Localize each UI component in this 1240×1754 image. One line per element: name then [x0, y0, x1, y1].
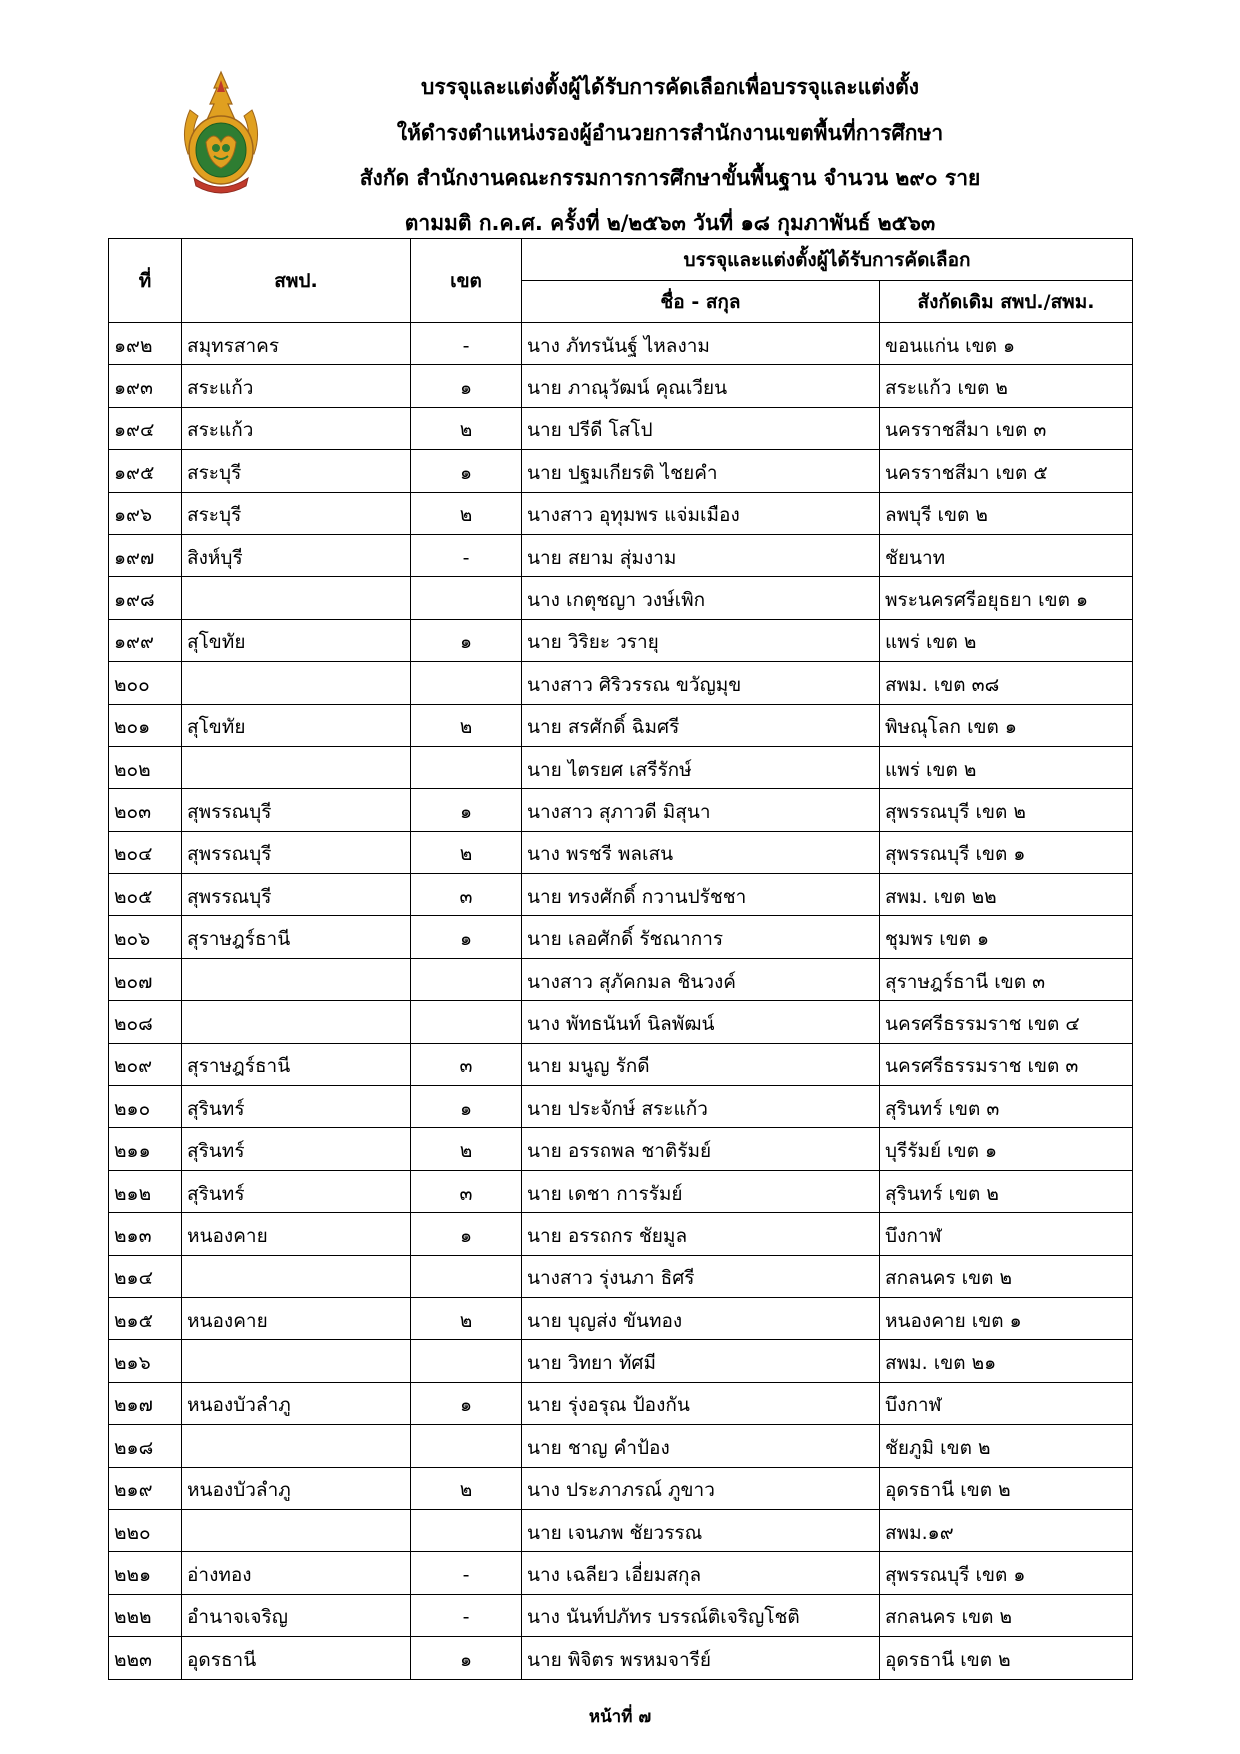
cell-no: ๒๐๔ — [109, 831, 182, 873]
cell-office: สระบุรี — [182, 492, 411, 534]
cell-origin: บึงกาฬ — [880, 1382, 1133, 1424]
table-row — [109, 874, 1133, 916]
cell-no: ๒๐๖ — [109, 916, 182, 958]
table-row — [109, 323, 1133, 365]
cell-zone: ๑ — [411, 789, 522, 831]
cell-zone: ๑ — [411, 1086, 522, 1128]
cell-origin: นครราชสีมา เขต ๕ — [880, 450, 1133, 492]
cell-name: นาย ทรงศักดิ์ กวานปรัชชา — [522, 874, 880, 916]
cell-no: ๒๑๐ — [109, 1086, 182, 1128]
cell-office — [182, 1001, 411, 1043]
cell-office: หนองบัวลำภู — [182, 1467, 411, 1509]
title-line-3: สังกัด สำนักงานคณะกรรมการการศึกษาขั้นพื้นฐาน จำนวน ๒๙๐ ราย — [359, 166, 981, 190]
cell-name: นาง ภัทรนันฐ์ ไหลงาม — [522, 323, 880, 365]
cell-name: นาย รุ่งอรุณ ป้องกัน — [522, 1382, 880, 1424]
cell-office — [182, 1255, 411, 1297]
cell-no: ๑๙๒ — [109, 323, 182, 365]
table-row — [109, 1467, 1133, 1509]
cell-no: ๒๐๒ — [109, 746, 182, 788]
cell-zone — [411, 662, 522, 704]
table-row — [109, 1297, 1133, 1339]
cell-office: หนองคาย — [182, 1297, 411, 1339]
cell-no: ๑๙๓ — [109, 365, 182, 407]
cell-name: นาง พัทธนันท์ นิลพัฒน์ — [522, 1001, 880, 1043]
page-number: หน้าที่ ๗ — [588, 1707, 652, 1727]
table-row — [109, 746, 1133, 788]
cell-no: ๒๐๑ — [109, 704, 182, 746]
cell-origin: พิษณุโลก เขต ๑ — [880, 704, 1133, 746]
cell-no: ๒๒๑ — [109, 1552, 182, 1594]
cell-zone: ๒ — [411, 831, 522, 873]
table-row — [109, 1255, 1133, 1297]
table-row — [109, 1340, 1133, 1382]
cell-office: หนองบัวลำภู — [182, 1382, 411, 1424]
table-row — [109, 1425, 1133, 1467]
cell-no: ๒๑๖ — [109, 1340, 182, 1382]
cell-office: สมุทรสาคร — [182, 323, 411, 365]
cell-origin: ลพบุรี เขต ๒ — [880, 492, 1133, 534]
cell-no: ๒๐๕ — [109, 874, 182, 916]
cell-office: สระแก้ว — [182, 365, 411, 407]
table-row — [109, 577, 1133, 619]
cell-office: สุราษฎร์ธานี — [182, 1043, 411, 1085]
cell-zone: ๒ — [411, 1297, 522, 1339]
cell-zone — [411, 746, 522, 788]
cell-name: นาย ไตรยศ เสรีรักษ์ — [522, 746, 880, 788]
cell-office: อ่างทอง — [182, 1552, 411, 1594]
cell-zone: - — [411, 534, 522, 576]
table-row — [109, 450, 1133, 492]
cell-no: ๒๒๒ — [109, 1594, 182, 1636]
cell-zone: ๒ — [411, 407, 522, 449]
cell-no: ๒๑๕ — [109, 1297, 182, 1339]
cell-zone: ๒ — [411, 1128, 522, 1170]
cell-office: สระบุรี — [182, 450, 411, 492]
title-line-4: ตามมติ ก.ค.ศ. ครั้งที่ ๒/๒๕๖๓ วันที่ ๑๘ กุมภาพันธ์ ๒๕๖๓ — [404, 211, 936, 235]
cell-name: นาง พรชรี พลเสน — [522, 831, 880, 873]
cell-name: นางสาว สุภัคกมล ชินวงค์ — [522, 958, 880, 1000]
cell-origin: หนองคาย เขต ๑ — [880, 1297, 1133, 1339]
cell-zone — [411, 1425, 522, 1467]
title-line-1: บรรจุและแต่งตั้งผู้ได้รับการคัดเลือกเพื่อบรรจุและแต่งตั้ง — [421, 75, 919, 99]
cell-origin: ชัยนาท — [880, 534, 1133, 576]
cell-office: สุโขทัย — [182, 704, 411, 746]
cell-zone — [411, 1001, 522, 1043]
cell-office — [182, 662, 411, 704]
table-row — [109, 1170, 1133, 1212]
cell-no: ๒๑๒ — [109, 1170, 182, 1212]
cell-origin: บุรีรัมย์ เขต ๑ — [880, 1128, 1133, 1170]
cell-office: อำนาจเจริญ — [182, 1594, 411, 1636]
table-body — [109, 323, 1133, 1680]
cell-office: สุพรรณบุรี — [182, 874, 411, 916]
cell-origin: สกลนคร เขต ๒ — [880, 1255, 1133, 1297]
cell-zone: ๒ — [411, 1467, 522, 1509]
cell-origin: สุรินทร์ เขต ๒ — [880, 1170, 1133, 1212]
cell-zone: ๓ — [411, 874, 522, 916]
cell-zone: ๑ — [411, 1382, 522, 1424]
cell-name: นาย อรรถพล ชาติรัมย์ — [522, 1128, 880, 1170]
cell-origin: สพม. เขต ๒๑ — [880, 1340, 1133, 1382]
cell-origin: นครศรีธรรมราช เขต ๔ — [880, 1001, 1133, 1043]
cell-zone: ๑ — [411, 619, 522, 661]
cell-office — [182, 958, 411, 1000]
cell-office: สุพรรณบุรี — [182, 831, 411, 873]
appointment-table — [108, 238, 1133, 1680]
table-row — [109, 1552, 1133, 1594]
cell-name: นาย วิริยะ วรายุ — [522, 619, 880, 661]
header-no: ที่ — [109, 239, 182, 323]
cell-no: ๑๙๘ — [109, 577, 182, 619]
cell-no: ๑๙๕ — [109, 450, 182, 492]
cell-name: นาง เฉลียว เอี่ยมสกุล — [522, 1552, 880, 1594]
cell-origin: ขอนแก่น เขต ๑ — [880, 323, 1133, 365]
cell-office: สุโขทัย — [182, 619, 411, 661]
cell-zone — [411, 958, 522, 1000]
table-row — [109, 1594, 1133, 1636]
cell-origin: สพม.๑๙ — [880, 1509, 1133, 1551]
cell-office — [182, 746, 411, 788]
cell-name: นาง เกตุชญา วงษ์เพิก — [522, 577, 880, 619]
cell-name: นาย ชาญ คำป้อง — [522, 1425, 880, 1467]
obec-emblem-icon — [176, 70, 266, 198]
cell-name: นางสาว อุทุมพร แจ่มเมือง — [522, 492, 880, 534]
cell-zone: ๑ — [411, 365, 522, 407]
cell-no: ๒๑๘ — [109, 1425, 182, 1467]
cell-zone — [411, 577, 522, 619]
header-office: สพป. — [182, 239, 411, 323]
cell-no: ๑๙๙ — [109, 619, 182, 661]
cell-origin: สพม. เขต ๓๘ — [880, 662, 1133, 704]
cell-zone: ๓ — [411, 1043, 522, 1085]
header-zone: เขต — [411, 239, 522, 323]
cell-no: ๑๙๔ — [109, 407, 182, 449]
cell-no: ๒๑๔ — [109, 1255, 182, 1297]
cell-zone — [411, 1509, 522, 1551]
cell-origin: สุพรรณบุรี เขต ๑ — [880, 831, 1133, 873]
cell-office — [182, 577, 411, 619]
cell-name: นาย มนูญ รักดี — [522, 1043, 880, 1085]
cell-no: ๒๑๑ — [109, 1128, 182, 1170]
header-origin: สังกัดเดิม สพป./สพม. — [880, 281, 1133, 323]
cell-name: นาย เลอศักดิ์ รัชณาการ — [522, 916, 880, 958]
cell-zone: ๑ — [411, 1213, 522, 1255]
table-row — [109, 492, 1133, 534]
cell-office: สุราษฎร์ธานี — [182, 916, 411, 958]
cell-name: นางสาว ศิริวรรณ ขวัญมุข — [522, 662, 880, 704]
cell-office: สุรินทร์ — [182, 1170, 411, 1212]
cell-office: หนองคาย — [182, 1213, 411, 1255]
cell-name: นางสาว สุภาวดี มิสุนา — [522, 789, 880, 831]
table-row — [109, 789, 1133, 831]
cell-origin: สุพรรณบุรี เขต ๑ — [880, 1552, 1133, 1594]
cell-no: ๒๐๐ — [109, 662, 182, 704]
cell-no: ๒๑๙ — [109, 1467, 182, 1509]
table-row — [109, 1382, 1133, 1424]
cell-zone — [411, 1340, 522, 1382]
cell-zone — [411, 1255, 522, 1297]
header-name: ชื่อ - สกุล — [522, 281, 880, 323]
cell-name: นาย บุญส่ง ขันทอง — [522, 1297, 880, 1339]
cell-office: สุรินทร์ — [182, 1128, 411, 1170]
cell-office — [182, 1509, 411, 1551]
cell-no: ๒๑๗ — [109, 1382, 182, 1424]
cell-office — [182, 1340, 411, 1382]
cell-origin: แพร่ เขต ๒ — [880, 619, 1133, 661]
cell-origin: สุพรรณบุรี เขต ๒ — [880, 789, 1133, 831]
table-row — [109, 407, 1133, 449]
cell-origin: สกลนคร เขต ๒ — [880, 1594, 1133, 1636]
cell-office: สุพรรณบุรี — [182, 789, 411, 831]
cell-no: ๒๐๙ — [109, 1043, 182, 1085]
cell-no: ๒๑๓ — [109, 1213, 182, 1255]
cell-origin: นครราชสีมา เขต ๓ — [880, 407, 1133, 449]
table-row — [109, 1128, 1133, 1170]
cell-no: ๒๐๘ — [109, 1001, 182, 1043]
cell-zone: ๒ — [411, 704, 522, 746]
cell-name: นาย พิจิตร พรหมจารีย์ — [522, 1637, 880, 1679]
table-row — [109, 1001, 1133, 1043]
cell-origin: แพร่ เขต ๒ — [880, 746, 1133, 788]
cell-origin: บึงกาฬ — [880, 1213, 1133, 1255]
table-row — [109, 1043, 1133, 1085]
table-row — [109, 534, 1133, 576]
cell-origin: สพม. เขต ๒๒ — [880, 874, 1133, 916]
cell-zone: ๑ — [411, 450, 522, 492]
cell-name: นาย วิทยา ทัศมี — [522, 1340, 880, 1382]
table-row — [109, 619, 1133, 661]
cell-office: สิงห์บุรี — [182, 534, 411, 576]
cell-name: นาง นันท์ปภัทร บรรณ์ติเจริญโชติ — [522, 1594, 880, 1636]
table-row — [109, 1509, 1133, 1551]
cell-name: นาย ภาณุวัฒน์ คุณเวียน — [522, 365, 880, 407]
title-line-2: ให้ดำรงตำแหน่งรองผู้อำนวยการสำนักงานเขตพื้นที่การศึกษา — [396, 121, 944, 145]
cell-origin: อุดรธานี เขต ๒ — [880, 1467, 1133, 1509]
cell-zone: ๑ — [411, 916, 522, 958]
cell-origin: ชุมพร เขต ๑ — [880, 916, 1133, 958]
cell-no: ๒๒๐ — [109, 1509, 182, 1551]
cell-zone: - — [411, 1594, 522, 1636]
cell-origin: นครศรีธรรมราช เขต ๓ — [880, 1043, 1133, 1085]
cell-zone: ๒ — [411, 492, 522, 534]
cell-no: ๒๐๗ — [109, 958, 182, 1000]
table-row — [109, 1086, 1133, 1128]
cell-name: นาย อรรถกร ชัยมูล — [522, 1213, 880, 1255]
cell-no: ๑๙๗ — [109, 534, 182, 576]
cell-origin: อุดรธานี เขต ๒ — [880, 1637, 1133, 1679]
cell-name: นาย สยาม สุ่มงาม — [522, 534, 880, 576]
cell-office: สุรินทร์ — [182, 1086, 411, 1128]
cell-origin: สุราษฎร์ธานี เขต ๓ — [880, 958, 1133, 1000]
cell-no: ๒๐๓ — [109, 789, 182, 831]
cell-no: ๒๒๓ — [109, 1637, 182, 1679]
cell-zone: ๑ — [411, 1637, 522, 1679]
cell-origin: สุรินทร์ เขต ๓ — [880, 1086, 1133, 1128]
cell-origin: สระแก้ว เขต ๒ — [880, 365, 1133, 407]
cell-name: นาย เจนภพ ชัยวรรณ — [522, 1509, 880, 1551]
cell-name: นาย ปรีดี โสโป — [522, 407, 880, 449]
table-row — [109, 1213, 1133, 1255]
cell-office — [182, 1425, 411, 1467]
cell-zone: ๓ — [411, 1170, 522, 1212]
cell-origin: ชัยภูมิ เขต ๒ — [880, 1425, 1133, 1467]
table-row — [109, 662, 1133, 704]
table-row — [109, 916, 1133, 958]
cell-zone: - — [411, 323, 522, 365]
cell-office: สระแก้ว — [182, 407, 411, 449]
cell-origin: พระนครศรีอยุธยา เขต ๑ — [880, 577, 1133, 619]
cell-name: นาย ปฐมเกียรติ ไชยคำ — [522, 450, 880, 492]
table-row — [109, 365, 1133, 407]
table-row — [109, 704, 1133, 746]
table-row — [109, 958, 1133, 1000]
cell-name: นางสาว รุ่งนภา ธิศรี — [522, 1255, 880, 1297]
cell-name: นาย เดชา การรัมย์ — [522, 1170, 880, 1212]
header-group: บรรจุและแต่งตั้งผู้ได้รับการคัดเลือก — [522, 239, 1133, 281]
cell-no: ๑๙๖ — [109, 492, 182, 534]
table-row — [109, 831, 1133, 873]
cell-name: นาย สรศักดิ์ ฉิมศรี — [522, 704, 880, 746]
cell-zone: - — [411, 1552, 522, 1594]
table-row — [109, 1637, 1133, 1679]
cell-name: นาย ประจักษ์ สระแก้ว — [522, 1086, 880, 1128]
cell-name: นาง ประภาภรณ์ ภูขาว — [522, 1467, 880, 1509]
cell-office: อุดรธานี — [182, 1637, 411, 1679]
